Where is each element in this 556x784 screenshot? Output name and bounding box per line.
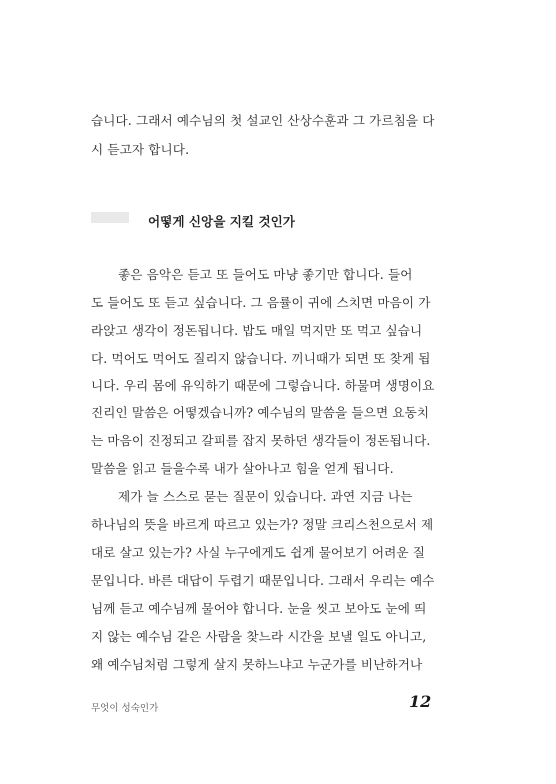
page-number: 12 [409, 692, 432, 711]
body-line: 라앉고 생각이 정돈됩니다. 밥도 매일 먹지만 또 먹고 싶습니 [91, 323, 423, 338]
body-line: 님께 듣고 예수님께 물어야 합니다. 눈을 씻고 보아도 눈에 띄 [91, 601, 427, 616]
body-line: 니다. 우리 몸에 유익하기 때문에 그렇습니다. 하물며 생명이요 [91, 378, 435, 393]
body-line: 다. 먹어도 먹어도 질리지 않습니다. 끼니때가 되면 또 찾게 됩 [91, 351, 431, 366]
top-paragraph-line-1: 습니다. 그래서 예수님의 첫 설교인 산상수훈과 그 가르침을 다 [91, 113, 435, 128]
body-line: 문입니다. 바른 대답이 두렵기 때문입니다. 그래서 우리는 예수 [91, 573, 435, 588]
body-line: 제가 늘 스스로 묻는 질문이 있습니다. 과연 지금 나는 [118, 489, 413, 504]
body-line: 하나님의 뜻을 바르게 따르고 있는가? 정말 크리스천으로서 제 [91, 517, 434, 532]
body-line: 진리인 말씀은 어떻겠습니까? 예수님의 말씀을 들으면 요동치 [91, 405, 430, 420]
section-heading-marker [91, 212, 129, 223]
running-title: 무엇이 성숙인가 [91, 703, 159, 714]
body-line: 는 마음이 진정되고 갈피를 잡지 못하던 생각들이 정돈됩니다. [91, 433, 431, 448]
body-line: 대로 살고 있는가? 사실 누구에게도 쉽게 물어보기 어려운 질 [91, 545, 426, 560]
body-line: 왜 예수님처럼 그렇게 살지 못하느냐고 누군가를 비난하거나 [91, 657, 423, 672]
body-line: 좋은 음악은 듣고 또 들어도 마냥 좋기만 합니다. 들어 [118, 267, 413, 282]
section-heading: 어떻게 신앙을 지킬 것인가 [148, 214, 295, 229]
body-line: 지 않는 예수님 같은 사람을 찾느라 시간을 보낼 일도 아니고, [91, 629, 427, 644]
body-line: 도 들어도 또 듣고 싶습니다. 그 음률이 귀에 스치면 마음이 가 [91, 295, 431, 310]
top-paragraph-line-2: 시 듣고자 합니다. [91, 142, 190, 157]
body-line: 말씀을 읽고 들을수록 내가 살아나고 힘을 얻게 됩니다. [91, 461, 394, 476]
